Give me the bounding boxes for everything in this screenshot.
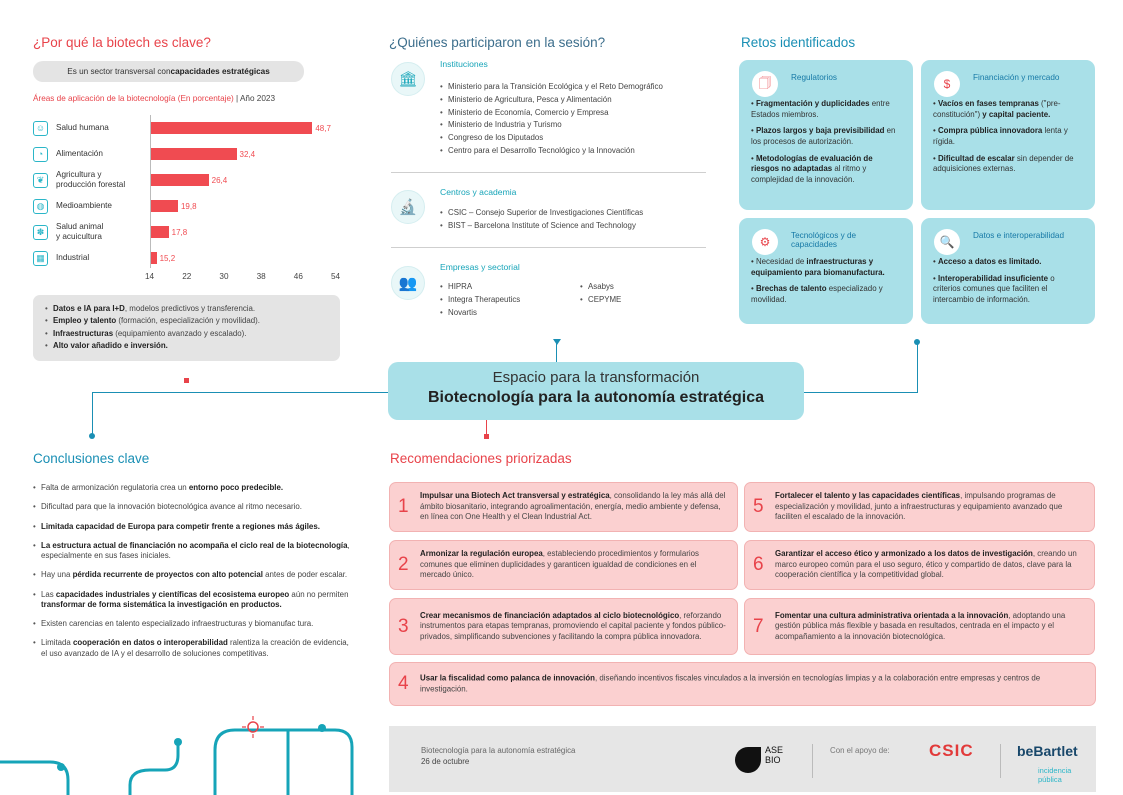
institutions-title: Instituciones: [440, 59, 488, 69]
chart-bar-value: 15,2: [159, 254, 176, 263]
divider: [391, 247, 706, 248]
recommendation-number: 1: [398, 496, 409, 517]
challenge-card-regulatory: [739, 60, 913, 210]
companies-list-col1: [440, 281, 570, 319]
chart-bar-value: 26,4: [211, 176, 228, 185]
drivers-box: [33, 295, 340, 361]
chart-bar: [151, 200, 178, 212]
recommendation-number: 3: [398, 615, 409, 637]
conclusion-item: • Las capacidades industriales y científicas del ecosistema europeo aún no permiten transformar de forma sistemática la investigación en productos.: [33, 590, 353, 611]
recommendation-number: 4: [398, 673, 409, 694]
recommendation-card: [389, 598, 738, 655]
chart-bar: [151, 148, 237, 160]
institution-item: • Ministerio de Economía, Comercio y Empresa: [440, 107, 710, 120]
chart-bar: [151, 226, 169, 238]
challenge-card-tech: [739, 218, 913, 324]
company-item: • Integra Therapeutics: [440, 294, 570, 307]
connector-line: [92, 392, 388, 393]
recommendation-card: [389, 662, 1096, 706]
company-item: • HIPRA: [440, 281, 570, 294]
chart-category-label: Industrial: [56, 253, 90, 263]
data-search-icon: 🔍: [934, 229, 960, 255]
footer-divider: [812, 744, 813, 778]
challenge-card-data: [921, 218, 1095, 324]
connector-line: [556, 343, 557, 363]
csic-logo: CSIC: [929, 741, 974, 760]
chart-bar-value: 48,7: [315, 124, 331, 133]
asebio-logo: [735, 743, 785, 777]
banner-title: Biotecnología para la autonomía estratégica: [427, 389, 765, 406]
chart-bar-value: 32,4: [239, 150, 256, 159]
academia-list: [440, 207, 710, 233]
connector-line: [804, 392, 918, 393]
conclusion-item: • La estructura actual de financiación no acompaña el ciclo real de la biotecnología, especialmente en sus fases iniciales.: [33, 541, 353, 562]
recommendation-text: Crear mecanismos de financiación adaptados al ciclo biotecnológico, reforzando instrumentos para etapas tempranas, promoviendo el capital paciente y fondos público-privados, simplificando subvenciones y facilitando la compra pública innovadora.: [420, 610, 726, 641]
academia-item: • CSIC – Consejo Superior de Investigaciones Científicas: [440, 207, 710, 220]
companies-title: Empresas y sectorial: [440, 262, 520, 272]
asebio-line2: BIO: [765, 755, 781, 765]
central-banner: [388, 362, 804, 420]
chart-x-tick: 38: [256, 272, 266, 281]
institution-item: • Ministerio de Industria y Turismo: [440, 119, 710, 132]
card-item: • Brechas de talento especializado y movilidad.: [751, 284, 883, 305]
recommendation-text: Garantizar el acceso ético y armonizado a los datos de investigación, creando un marco europeo común para el uso seguro, ético y compartido de datos, clave para la cooperación científica y la competitividad global.: [775, 548, 1077, 580]
recommendation-number: 2: [398, 554, 409, 575]
institution-item: • Ministerio de Agricultura, Pesca y Alimentación: [440, 94, 710, 107]
card-body: [933, 257, 1083, 306]
chart-bar: [151, 122, 312, 134]
food-icon: ◔: [33, 147, 48, 162]
document-icon: 🗍: [752, 71, 778, 97]
driver-item: • Empleo y talento (formación, especialización y movilidad).: [45, 315, 328, 327]
asebio-mark: [735, 747, 761, 773]
factory-icon: ▦: [33, 251, 48, 266]
recommendation-card: [389, 482, 738, 532]
conclusion-item: • Limitada capacidad de Europa para competir frente a regiones más ágiles.: [33, 522, 353, 532]
banner-subtitle: Espacio para la transformación: [492, 369, 700, 386]
chart-bar: [151, 174, 209, 186]
chart-axis-line: [150, 115, 151, 268]
recommendation-text: Fomentar una cultura administrativa orientada a la innovación, adoptando una gestión pública más flexible y basada en resultados, centrada en el impacto y el acompañamiento a la innovación biotecnológica.: [775, 610, 1066, 641]
chart-x-tick: 54: [331, 272, 341, 281]
circuit-path: [130, 742, 178, 795]
chart-category: [33, 245, 148, 271]
circuit-node: [57, 763, 65, 771]
why-biotech-title: ¿Por qué la biotech es clave?: [33, 35, 211, 50]
microscope-icon: 🔬: [391, 190, 425, 224]
footer-doc-title: Biotecnología para la autonomía estratégica: [421, 746, 576, 755]
card-body: [751, 257, 901, 306]
chart-bar-value: 17,8: [171, 228, 188, 237]
circuit-node: [318, 724, 326, 732]
pill-bold: capacidades estratégicas: [170, 67, 270, 76]
money-icon: $: [934, 71, 960, 97]
chart-category-label: Agricultura y producción forestal: [56, 170, 126, 189]
incidencia-line2: pública: [1038, 775, 1062, 784]
conclusions-list: [33, 483, 353, 668]
chart-category-label: Salud humana: [56, 123, 109, 133]
chart-category: [33, 193, 148, 219]
chart-x-tick: 30: [219, 272, 229, 281]
card-title: Regulatorios: [791, 73, 837, 82]
conclusion-item: • Limitada cooperación en datos o interoperabilidad ralentiza la creación de evidencia, el uso avanzado de IA y el desarrollo de soluciones competitivas.: [33, 638, 353, 659]
chart-x-tick: 46: [293, 272, 303, 281]
recommendation-card: [389, 540, 738, 590]
recommendation-card: [744, 598, 1095, 655]
circuit-spark: [242, 716, 264, 738]
connector-node: [553, 339, 561, 345]
connector-node: [184, 378, 189, 383]
driver-item: • Alto valor añadido e inversión.: [45, 340, 328, 352]
chart-x-tick: 14: [145, 272, 155, 281]
recommendation-card: [744, 540, 1095, 590]
leaf-icon: ❦: [33, 173, 48, 188]
conclusion-item: • Hay una pérdida recurrente de proyectos con alto potencial antes de poder escalar.: [33, 570, 353, 580]
recommendation-number: 6: [753, 554, 764, 575]
recommendation-number: 5: [753, 496, 764, 517]
pill-prefix: Es un sector transversal con: [67, 67, 171, 76]
footer-bar: [389, 726, 1096, 792]
institution-item: • Congreso de los Diputados: [440, 132, 710, 145]
connector-line: [92, 392, 93, 436]
institution-icon: 🏛: [391, 62, 425, 96]
support-label: Con el apoyo de:: [830, 746, 890, 755]
recommendation-text: Usar la fiscalidad como palanca de innovación, diseñando incentivos fiscales vinculados a la inversión en tecnologías limpias y a la colaboración entre empresas y centros de investigación.: [420, 673, 1041, 693]
chart-category: [33, 141, 148, 167]
card-item: • Plazos largos y baja previsibilidad en los procesos de autorización.: [751, 126, 896, 147]
conclusions-title: Conclusiones clave: [33, 451, 150, 466]
academia-item: • BIST – Barcelona Institute of Science and Technology: [440, 220, 710, 233]
footer-divider: [1000, 744, 1001, 778]
drivers-list: [45, 303, 328, 352]
recommendation-text: Fortalecer el talento y las capacidades científicas, impulsando programas de especialización y movilidad, junto a infraestructuras y equipamiento avanzado que faciliten el escalado de la innovación.: [775, 490, 1063, 522]
conclusion-item: • Dificultad para que la innovación biotecnológica avance al ritmo necesario.: [33, 502, 353, 512]
gears-icon: ⚙: [752, 229, 778, 255]
card-title: Datos e interoperabilidad: [973, 231, 1065, 240]
institution-item: • Centro para el Desarrollo Tecnológico y la Innovación: [440, 145, 710, 158]
card-item: • Compra pública innovadora lenta y rígida.: [933, 126, 1068, 147]
strategic-pill: [33, 61, 304, 82]
chart-bar-value: 19,8: [180, 202, 197, 211]
institution-item: • Ministerio para la Transición Ecológica y el Reto Demográfico: [440, 81, 710, 94]
company-item: • Novartis: [440, 307, 570, 320]
recommendation-text: Armonizar la regulación europea, estableciendo procedimientos y formularios comunes que eliminen duplicidades y garanticen igualdad de condiciones en el mercado único.: [420, 548, 699, 580]
conclusion-item: • Falta de armonización regulatoria crea un entorno poco predecible.: [33, 483, 353, 493]
footer-date: 26 de octubre: [421, 757, 470, 766]
driver-item: • Infraestructuras (equipamiento avanzado y escalado).: [45, 328, 328, 340]
bebartlet-logo: beBartlet: [1017, 743, 1078, 759]
connector-node: [484, 434, 489, 439]
card-item: • Metodologías de evaluación de riesgos no adaptadas al ritmo y complejidad de la innovación.: [751, 153, 873, 185]
card-item: • Acceso a datos es limitado.: [933, 257, 1042, 266]
card-body: [751, 99, 901, 186]
recommendation-card: [744, 482, 1095, 532]
chart-category-label: Medioambiente: [56, 201, 112, 211]
asebio-line1: ASE: [765, 745, 784, 755]
conclusion-item: • Existen carencias en talento especializado infraestructuras y biomanufac tura.: [33, 619, 353, 629]
person-icon: ☺: [33, 121, 48, 136]
connector-node: [914, 339, 920, 345]
connector-node: [89, 433, 95, 439]
institutions-list: [440, 81, 710, 158]
card-body: [933, 99, 1083, 175]
challenges-title: Retos identificados: [741, 35, 856, 50]
challenge-card-finance: [921, 60, 1095, 210]
incidencia-line1: incidencia: [1038, 766, 1072, 775]
academia-title: Centros y academia: [440, 187, 517, 197]
driver-item: • Datos e IA para I+D, modelos predictivos y transferencia.: [45, 303, 328, 315]
card-item: • Fragmentación y duplicidades entre Estados miembros.: [751, 99, 890, 119]
card-item: • Vacíos en fases tempranas ("pre-constitución") y capital paciente.: [933, 99, 1061, 119]
chart-x-tick: 22: [182, 272, 192, 281]
connector-line: [917, 343, 918, 393]
areas-title-text: Áreas de aplicación de la biotecnología (En porcentaje): [33, 94, 234, 103]
card-title: Tecnológicos y de capacidades: [791, 231, 857, 249]
chart-category-label: Alimentación: [56, 149, 103, 159]
chart-category-label: Salud animal y acuicultura: [56, 222, 104, 241]
recommendations-title: Recomendaciones priorizadas: [390, 451, 572, 466]
areas-title: [33, 94, 275, 103]
card-title: Financiación y mercado: [973, 73, 1060, 82]
companies-list-col2: [580, 281, 700, 307]
company-item: • CEPYME: [580, 294, 700, 307]
areas-year: | Año 2023: [233, 94, 276, 103]
participants-title: ¿Quiénes participaron en la sesión?: [389, 35, 606, 50]
company-item: • Asabys: [580, 281, 700, 294]
circuit-path: [215, 730, 352, 795]
chart-category: [33, 115, 148, 141]
card-item: • Interoperabilidad insuficiente o criterios comunes que faciliten el intercambio de información.: [933, 273, 1055, 305]
divider: [391, 172, 706, 173]
decorative-circuit: [0, 700, 380, 795]
recommendation-number: 7: [753, 615, 764, 637]
chart-category: [33, 167, 148, 193]
paw-icon: ✽: [33, 225, 48, 240]
card-item: • Necesidad de infraestructuras y equipamiento para biomanufactura.: [751, 257, 885, 277]
chart-category: [33, 219, 148, 245]
circuit-node: [174, 738, 182, 746]
recommendation-text: Impulsar una Biotech Act transversal y estratégica, consolidando la ley más allá del ámbito biosanitario, integrando agroalimentación, energía, medio ambiente y defensa, en línea con One Health y el Clean Industrial Act.: [420, 490, 726, 522]
chart-bar: [151, 252, 157, 264]
people-icon: 👥: [391, 266, 425, 300]
globe-icon: ◍: [33, 199, 48, 214]
card-item: • Dificultad de escalar sin depender de adquisiciones externas.: [933, 153, 1074, 174]
